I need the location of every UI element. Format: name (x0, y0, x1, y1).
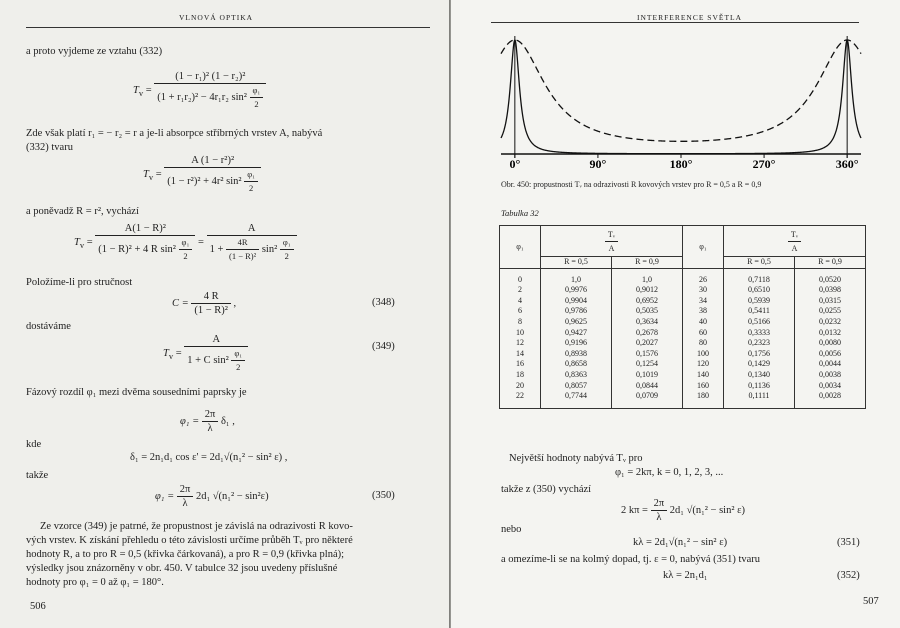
subheader-r09-2: R = 0,9 (795, 257, 866, 269)
series-line-r05 (501, 40, 861, 141)
closing-line: hodnoty R, a to pro R = 0,5 (křivka čárkovaná), a pro R = 0,9 (křivka plná); (26, 549, 345, 560)
table-cell: 0,0520 (795, 268, 866, 285)
x-tick-label: 0° (509, 157, 521, 170)
table-cell: 0,1576 (612, 349, 683, 360)
table-cell: 34 (683, 296, 724, 307)
table-row (500, 328, 866, 339)
equation-number-352: (352) (837, 570, 860, 581)
table-cell: 0,6952 (612, 296, 683, 307)
table-cell: 0,8938 (541, 349, 612, 360)
table-row (500, 306, 866, 317)
table-cell: 0,9625 (541, 317, 612, 328)
subheader-r05: R = 0,5 (541, 257, 612, 269)
paragraph-2a: Zde však platí r₁ = − r₂ = r a je-li absorpce stříbrných vrstev A, nabývá (26, 128, 323, 139)
table-cell: 160 (683, 381, 724, 392)
table-cell: 0,9196 (541, 338, 612, 349)
table-cell: 0,0255 (795, 306, 866, 317)
table-cell: 1,0 (612, 268, 683, 285)
table-row (500, 349, 866, 360)
running-header-right: INTERFERENCE SVĚTLA (637, 13, 743, 22)
table-cell: 140 (683, 370, 724, 381)
figure-caption: Obr. 450: propustnosti Tᵥ na odrazivosti R kovových vrstev pro R = 0,5 a R = 0,9 (501, 180, 762, 189)
subheader-r09: R = 0,9 (612, 257, 683, 269)
paragraph-4: Položíme-li pro stručnost (26, 277, 133, 288)
table-cell: 0,1111 (724, 391, 795, 408)
table-row (500, 296, 866, 307)
x-tick-label: 90° (589, 157, 607, 170)
equation-351: kλ = 2d₁√(n₁² − sin² ε) (633, 537, 728, 548)
table-cell: 0,9904 (541, 296, 612, 307)
header-phi: φ₁ (500, 226, 541, 269)
eq2-numerator: A (1 − r²)² (164, 154, 261, 168)
table-cell: 0,1756 (724, 349, 795, 360)
table-cell: 100 (683, 349, 724, 360)
paragraph-normal: a omezíme-li se na kolmý dopad, tj. ε = 0, nabývá (351) tvaru (501, 554, 761, 565)
table-cell: 0,1019 (612, 370, 683, 381)
x-tick-label: 180° (669, 157, 693, 170)
subheader-r05-2: R = 0,5 (724, 257, 795, 269)
table-row (500, 268, 866, 285)
paragraph-from350: takže z (350) vychází (501, 484, 592, 495)
paragraph-6: Fázový rozdíl φ₁ mezi dvěma sousedními paprsky je (26, 387, 247, 398)
header-rule-left (26, 27, 430, 28)
closing-line: vých vrstev. K získání přehledu o této závislosti určíme průběh Tᵥ pro některé (26, 535, 353, 546)
paragraph-or: nebo (501, 524, 522, 535)
transmission-chart (491, 30, 871, 170)
table-cell: 2 (500, 285, 541, 296)
table-cell: 0,6510 (724, 285, 795, 296)
equation-number-349: (349) (372, 341, 395, 352)
table-cell: 0,5411 (724, 306, 795, 317)
table-cell: 1,0 (541, 268, 612, 285)
table-cell: 0,8057 (541, 381, 612, 392)
table-cell: 30 (683, 285, 724, 296)
table-body (500, 268, 866, 408)
table-cell: 40 (683, 317, 724, 328)
table-cell: 80 (683, 338, 724, 349)
table-row (500, 391, 866, 408)
table-cell: 0,0315 (795, 296, 866, 307)
table-cell: 12 (500, 338, 541, 349)
eq1-numerator: (1 − r₁)² (1 − r₂)² (154, 70, 266, 84)
table-cell: 18 (500, 370, 541, 381)
left-page (0, 0, 449, 628)
table-row (500, 381, 866, 392)
table-cell: 0,0038 (795, 370, 866, 381)
equation-delta: δ₁ = 2n₁d₁ cos ε' = 2d₁√(n₁² − sin² ε) , (130, 452, 288, 463)
table-cell: 0,7744 (541, 391, 612, 408)
equation-1: $T_v$ = (1 − r₁)² (1 − r₂)² (1 + r₁r₂)² − 4r₁r₂ sin² $\frac{\text{φ₁}}{2}$ (133, 70, 266, 111)
table-cell: 0,1429 (724, 359, 795, 370)
header-frac-2: $\frac{\text{Tᵥ}}{A}$ (724, 226, 866, 257)
paragraph-5: dostáváme (26, 321, 71, 332)
table-cell: 0,5939 (724, 296, 795, 307)
equation-349: $T_v$ = A 1 + C sin² $\frac{\text{φ₁}}{2}$ (163, 333, 248, 374)
equation-352: kλ = 2n₁d₁ (663, 570, 708, 581)
table-cell: 0,0232 (795, 317, 866, 328)
paragraph-2b: (332) tvaru (26, 142, 73, 153)
table-cell: 16 (500, 359, 541, 370)
table-cell: 0,2323 (724, 338, 795, 349)
eq2-denominator: (1 − r²)² + 4r² sin² $\frac{\text{φ₁}}{2}$ (164, 168, 261, 195)
table-cell: 0,3634 (612, 317, 683, 328)
page-number-right: 507 (863, 596, 879, 607)
table-cell: 0,0056 (795, 349, 866, 360)
table-row (500, 317, 866, 328)
table-cell: 0,0080 (795, 338, 866, 349)
equation-phase: φ₁ = $\frac{2\pi}{\lambda}$ δ₁ , (180, 409, 235, 434)
header-rule-right (491, 22, 859, 23)
table-cell: 38 (683, 306, 724, 317)
paragraph-7: kde (26, 439, 42, 450)
table-cell: 0,2678 (612, 328, 683, 339)
table-cell: 0,5035 (612, 306, 683, 317)
paragraph-intro: a proto vyjdeme ze vztahu (332) (26, 46, 163, 57)
table-cell: 180 (683, 391, 724, 408)
equation-3: $T_v$ = A(1 − R)² (1 − R)² + 4 R sin² $\frac{\text{φ₁}}{2}$ = A 1 + $\frac{4R}{\text{(1 − R)²}}$ sin² $\frac{\text{φ₁}}{2}$ (74, 222, 297, 263)
table-cell: 0,1254 (612, 359, 683, 370)
table-cell: 0,2027 (612, 338, 683, 349)
equation-number-348: (348) (372, 297, 395, 308)
equation-max: φ₁ = 2kπ, k = 0, 1, 2, 3, ... (615, 467, 724, 478)
table-cell: 0,5166 (724, 317, 795, 328)
table-row (500, 370, 866, 381)
table-cell: 14 (500, 349, 541, 360)
table-cell: 6 (500, 306, 541, 317)
table-cell: 0,3333 (724, 328, 795, 339)
header-phi-2: φ₁ (683, 226, 724, 269)
right-page (451, 0, 900, 628)
table-cell: 60 (683, 328, 724, 339)
header-frac: $\frac{\text{Tᵥ}}{A}$ (541, 226, 683, 257)
table-cell: 0,9976 (541, 285, 612, 296)
table-row (500, 338, 866, 349)
table-cell: 0 (500, 268, 541, 285)
table-cell: 0,0034 (795, 381, 866, 392)
equation-2kpi: 2 kπ = $\frac{2\pi}{\lambda}$ 2d₁ √(n₁² − sin² ε) (621, 498, 746, 523)
equation-number-351: (351) (837, 537, 860, 548)
table-cell: 0,0028 (795, 391, 866, 408)
series-line-r09 (501, 40, 861, 154)
equation-number-350: (350) (372, 490, 395, 501)
page-number-left: 506 (30, 601, 46, 612)
table-cell: 0,0398 (795, 285, 866, 296)
table-cell: 0,9427 (541, 328, 612, 339)
table-cell: 0,0844 (612, 381, 683, 392)
paragraph-max: Největší hodnoty nabývá Tᵥ pro (509, 453, 643, 464)
table-header-row (500, 226, 866, 257)
table-cell: 0,0709 (612, 391, 683, 408)
table-cell: 20 (500, 381, 541, 392)
equation-348: C = $\frac{4 R}{\text{(1 − R)²}}$ , (172, 291, 237, 316)
table-cell: 22 (500, 391, 541, 408)
table-cell: 120 (683, 359, 724, 370)
table-cell: 26 (683, 268, 724, 285)
closing-line: hodnoty pro φ₁ = 0 až φ₁ = 180°. (26, 577, 164, 588)
table-cell: 0,1340 (724, 370, 795, 381)
table-cell: 0,1136 (724, 381, 795, 392)
table-cell: 8 (500, 317, 541, 328)
x-tick-label: 360° (835, 157, 859, 170)
table-cell: 0,0044 (795, 359, 866, 370)
eq1-denominator: (1 + r₁r₂)² − 4r₁r₂ sin² $\frac{\text{φ₁}}{2}$ (154, 84, 266, 111)
table-cell: 10 (500, 328, 541, 339)
running-header-left: VLNOVÁ OPTIKA (179, 13, 254, 22)
table-row (500, 285, 866, 296)
equation-350: φ₁ = $\frac{2\pi}{\lambda}$ 2d₁ √(n₁² − sin²ε) (155, 484, 269, 509)
table-cell: 0,8658 (541, 359, 612, 370)
table-cell: 0,0132 (795, 328, 866, 339)
paragraph-8: takže (26, 470, 49, 481)
table-cell: 4 (500, 296, 541, 307)
closing-line: Ze vzorce (349) je patrné, že propustnost je závislá na odrazivosti R kovo- (40, 521, 353, 532)
data-table-32 (499, 225, 866, 409)
table-title: Tabulka 32 (501, 208, 539, 218)
equation-2: $T_v$ = A (1 − r²)² (1 − r²)² + 4r² sin² $\frac{\text{φ₁}}{2}$ (143, 154, 261, 195)
closing-line: výsledky jsou znázorněny v obr. 450. V tabulce 32 jsou uvedeny příslušné (26, 563, 338, 574)
table-row (500, 359, 866, 370)
x-tick-label: 270° (752, 157, 776, 170)
table-cell: 0,9786 (541, 306, 612, 317)
paragraph-3: a poněvadž R = r², vychází (26, 206, 139, 217)
table-cell: 0,8363 (541, 370, 612, 381)
table-cell: 0,9012 (612, 285, 683, 296)
table-cell: 0,7118 (724, 268, 795, 285)
